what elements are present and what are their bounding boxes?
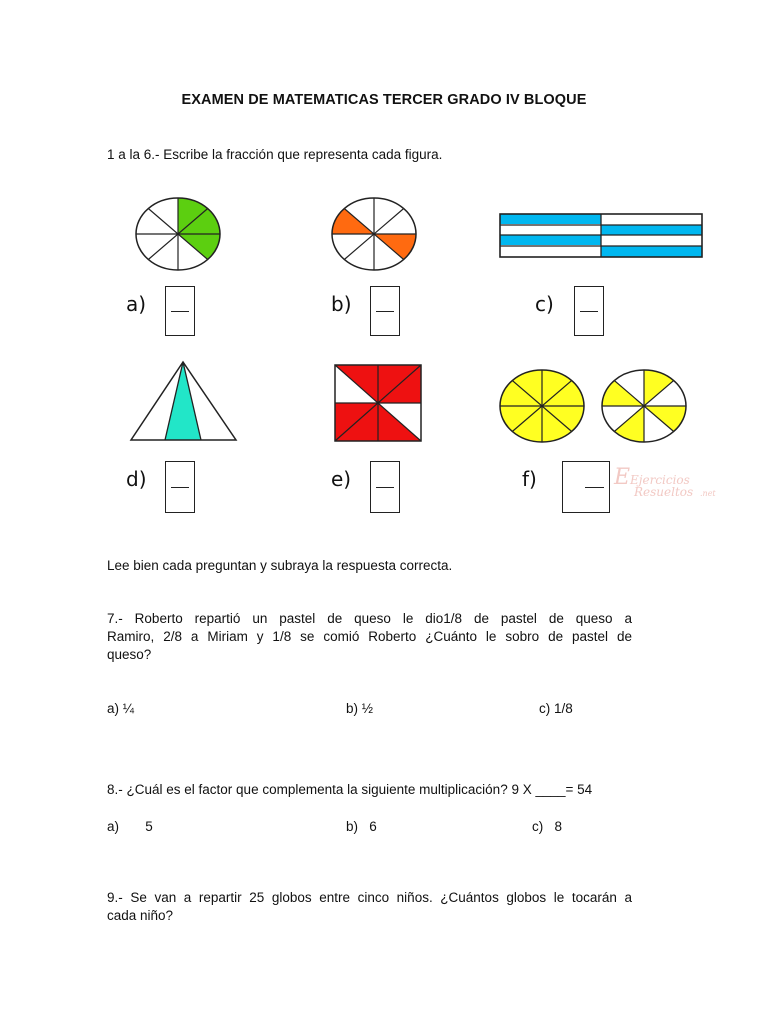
figure-e-square bbox=[332, 362, 424, 444]
figure-c-label: c) bbox=[535, 292, 554, 316]
figure-a-label: a) bbox=[126, 292, 147, 316]
question-8-option-c[interactable]: c) 8 bbox=[532, 819, 563, 834]
question-7 bbox=[107, 610, 632, 664]
question-8-option-a[interactable]: a) 5 bbox=[107, 819, 153, 834]
answer-box-f[interactable] bbox=[562, 461, 610, 513]
figure-c-rectangle bbox=[498, 211, 706, 261]
figure-b-label: b) bbox=[331, 292, 352, 316]
fraction-bar bbox=[171, 311, 189, 312]
question-7-line3: queso? bbox=[107, 647, 152, 662]
question-9-line2: cada niño? bbox=[107, 908, 174, 923]
answer-box-a[interactable] bbox=[165, 286, 195, 336]
figure-d-triangle bbox=[128, 358, 240, 444]
watermark-line2: Resueltos bbox=[634, 485, 694, 499]
figure-a-circle bbox=[134, 196, 224, 272]
answer-box-c[interactable] bbox=[574, 286, 604, 336]
instruction-answers: Lee bien cada preguntan y subraya la respuesta correcta. bbox=[107, 558, 453, 573]
fraction-bar bbox=[171, 487, 189, 488]
question-9-line1: 9.- Se van a repartir 25 globos entre cinco niños. ¿Cuántos globos le tocarán a bbox=[107, 890, 632, 905]
watermark-suffix: .net bbox=[700, 489, 716, 498]
watermark-line1: Ejercicios bbox=[630, 473, 690, 487]
figure-e-label: e) bbox=[331, 467, 352, 491]
question-7-option-c[interactable]: c) 1/8 bbox=[539, 701, 573, 716]
figure-f-circles bbox=[496, 366, 692, 446]
page-title: EXAMEN DE MATEMATICAS TERCER GRADO IV BLOQUE bbox=[181, 92, 587, 108]
figure-d-label: d) bbox=[126, 467, 147, 491]
question-7-option-a[interactable]: a) ¼ bbox=[107, 701, 135, 716]
figure-f-label: f) bbox=[522, 467, 537, 491]
instruction-fractions: 1 a la 6.- Escribe la fracción que representa cada figura. bbox=[107, 147, 443, 162]
fraction-bar bbox=[376, 487, 394, 488]
answer-box-b[interactable] bbox=[370, 286, 400, 336]
answer-box-d[interactable] bbox=[165, 461, 195, 513]
fraction-bar bbox=[585, 487, 604, 488]
question-8-option-b[interactable]: b) 6 bbox=[346, 819, 377, 834]
question-7-line2: Ramiro, 2/8 a Miriam y 1/8 se comió Roberto ¿Cuánto le sobro de pastel de bbox=[107, 629, 632, 644]
question-7-line1: 7.- Roberto repartió un pastel de queso le dio1/8 de pastel de queso a bbox=[107, 611, 632, 626]
answer-box-e[interactable] bbox=[370, 461, 400, 513]
question-9 bbox=[107, 889, 632, 925]
question-8: 8.- ¿Cuál es el factor que complementa la siguiente multiplicación? 9 X ____= 54 bbox=[107, 782, 593, 797]
question-7-option-b[interactable]: b) ½ bbox=[346, 701, 374, 716]
fraction-bar bbox=[376, 311, 394, 312]
fraction-bar bbox=[580, 311, 598, 312]
figure-b-circle bbox=[330, 196, 420, 272]
